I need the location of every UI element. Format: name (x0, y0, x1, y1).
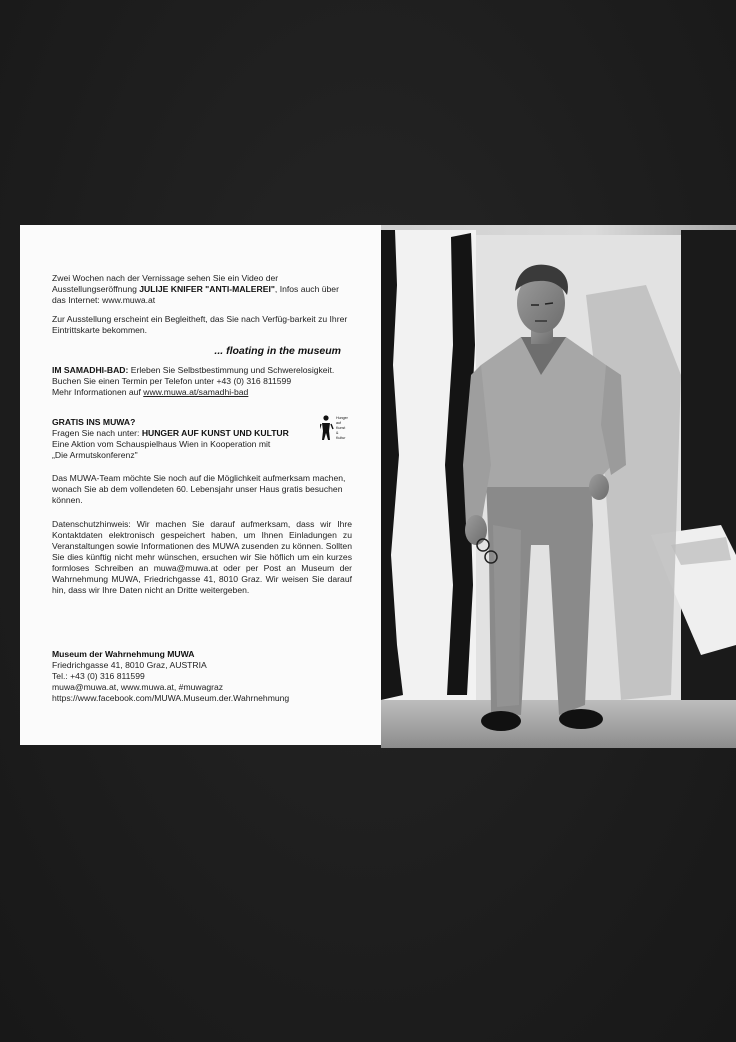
artist-photo-image (381, 225, 736, 748)
privacy-notice (52, 519, 352, 596)
hunger-logo-icon (320, 414, 354, 444)
logo-word: & (336, 431, 339, 435)
samadhi-link[interactable]: www.muwa.at/samadhi-bad (143, 387, 249, 397)
gratis-section (52, 417, 352, 461)
artist-photo (381, 225, 736, 748)
intro-paragraph (52, 273, 352, 306)
samadhi-section (52, 365, 352, 398)
intro-text: Zwei Wochen nach der Vernissage sehen Sie ein Video der Ausstellungseröffnung (52, 273, 279, 294)
samadhi-more-label: Mehr Informationen auf (52, 387, 144, 397)
floating-heading: ... floating in the museum (214, 345, 341, 357)
booklet-text: Zur Ausstellung erscheint ein Begleitheft, das Sie nach Verfüg-barkeit zu Ihrer Eintrittskarte bekommen. (52, 314, 348, 335)
logo-word: Hunger (336, 416, 348, 420)
gratis-heading: GRATIS INS MUWA? (52, 417, 136, 427)
logo-word: auf (336, 421, 341, 425)
hunger-title: HUNGER AUF KUNST UND KULTUR (141, 428, 289, 438)
info-card (20, 225, 381, 745)
logo-word: Kultur (336, 436, 346, 440)
samadhi-heading: IM SAMADHI-BAD: (52, 365, 129, 375)
intro-text-end: , Infos auch über das Internet: www.muwa.at (52, 284, 339, 305)
museum-contact (52, 649, 352, 704)
gratis-cooperation: Eine Aktion vom Schauspielhaus Wien in Kooperation mit (52, 439, 271, 449)
museum-phone: Tel.: +43 (0) 316 811599 (52, 671, 145, 681)
museum-web: muwa@muwa.at, www.muwa.at, #muwagraz (52, 682, 224, 692)
museum-name: Museum der Wahrnehmung MUWA (52, 649, 195, 659)
museum-facebook: https://www.facebook.com/MUWA.Museum.der.Wahrnehmung (52, 693, 290, 703)
booklet-paragraph (52, 314, 352, 336)
gratis-text: Fragen Sie nach unter: (52, 428, 142, 438)
team-paragraph (52, 473, 352, 506)
gratis-partner: „Die Armutskonferenz" (52, 450, 138, 460)
exhibition-title: JULIJE KNIFER "ANTI-MALEREI" (139, 284, 275, 294)
team-text: Das MUWA-Team möchte Sie noch auf die Möglichkeit aufmerksam machen, wonach Sie ab dem vollendeten 60. Lebensjahr unser Haus gratis besuchen können. (52, 473, 346, 505)
samadhi-text: Erleben Sie Selbstbestimmung und Schwerelosigkeit. Buchen Sie einen Termin per Telefon unter +43 (0) 316 811599 (52, 365, 335, 386)
privacy-text: Datenschutzhinweis: Wir machen Sie darauf aufmerksam, dass wir Ihre Kontaktdaten elektronisch gespeichert haben, um Ihnen Einladungen zu Veranstaltungen sowie Informationen des MUWA zusenden zu können. Sollten Sie dies künftig nicht mehr wünschen, ersuchen wir Sie höflich um ein kurzes formloses Schreiben an muwa@muwa.at oder per Post an Museum der Wahrnehmung MUWA, Friedrichgasse 41, 8010 Graz. Wir weisen Sie darauf hin, dass wir Ihre Daten nicht an Dritte weitergeben. (52, 519, 352, 595)
logo-word: Kunst (336, 426, 346, 430)
museum-address: Friedrichgasse 41, 8010 Graz, AUSTRIA (52, 660, 207, 670)
